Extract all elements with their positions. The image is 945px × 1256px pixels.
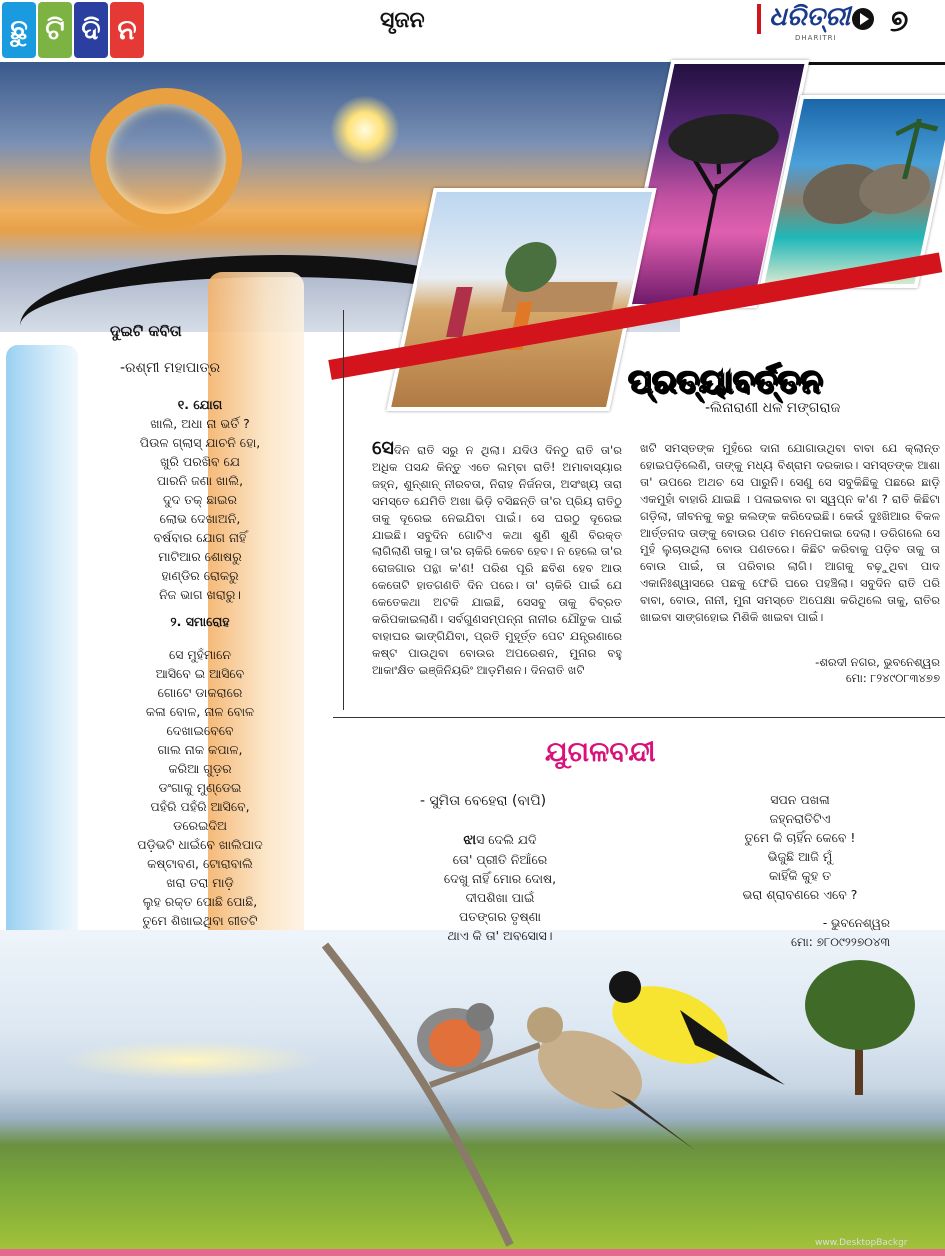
poem-line: ଲୋଭ ଦେଖାଅନି, [159,511,241,526]
poem-line: ଆସିବେ ଇ ଆସିବେ [155,666,245,681]
poems-heading: ଦୁଇଟି କବିତା [110,322,182,340]
poem-line: ଦୁଦ ତକ୍ ଛାଇର [163,492,237,507]
story-sign-phone: ମୋ: ୮୨୪୯୦୮୩୪୭୭ [845,671,940,685]
verse-line: ଜହ୍ନରାତିଟିଏ [769,811,831,826]
play-icon[interactable] [852,8,874,30]
poem-line: ଖାଲି, ଅଧା ନା ଭର୍ତି ? [150,416,250,431]
poem-line: ଲୁହ ରକ୍ତ ପୋଛି ପୋଛି, [142,894,258,909]
logo-subtitle: DHARITRI [795,34,837,42]
poem-line: ତୁମେ ଶିଖାଇଥିବା ଗୀତଟି [142,913,258,928]
poem-line: କଳା ବୋଳ, ନାଳ ବୋଳ [145,704,255,719]
poem-line: ପଡ଼ିଭଟି ଧାଇଁବେ ଖାଲିପାଦ [137,837,263,852]
verse-line: ଭରା ଶ୍ରାବଣରେ ଏବେ ? [742,887,858,902]
poem-line: ଖୁରି ପରଖିବ ଯେ [160,454,240,469]
section-divider [333,717,945,718]
story-title: ପ୍ରତ୍ୟାବର୍ତ୍ତନ [628,362,823,400]
logo-text: ଧରିତ୍ରୀ [769,2,851,32]
golden-ring-graphic [90,88,242,230]
verse-line: ଦେଖୁ ନାହିଁ ମୋର ଦୋଷ, [443,871,557,886]
poem-line: ଗାଲ ନାକ କପାଳ, [157,742,243,757]
poem-line: କଷ୍ଟାବଣ, ଟୋରାବାଲି [147,856,253,871]
poems-author: -ରଶ୍ମୀ ମହାପାତ୍ର [120,360,221,376]
yugalbandi-verse-right [700,790,900,904]
horizon-glow [60,1040,320,1080]
series-tile-1: ଛୁ [2,2,36,58]
yugalbandi-sign-phone: ମୋ: ୭୮୦୯୨୨୭୦୪୩ [791,935,890,949]
robin-bird-image [410,995,500,1075]
series-tile-3: ଦି [74,2,108,58]
verse-line: ଦୀପଶିଖା ପାଇଁ [465,890,535,905]
story-sign-place: -ଶରଦୀ ନଗର, ଭୁବନେଶ୍ୱର [815,655,940,669]
series-tile-4: ନ [110,2,144,58]
poem-line: ଖରା ତରା ମାଡ଼ି [166,875,234,890]
desert-village-photo [386,188,656,411]
poem-line: ପହଁରି ପହଁରି ଆସିବେ, [150,799,250,814]
verse-line: ଥାଏ କି ତା' ଅବସୋସ। [447,928,553,943]
series-tile-2: ଟି [38,2,72,58]
poem-line: ଡରେଇଦିଅ [173,818,227,833]
story-text-2: ଖଟି ସମସ୍ତଙ୍କ ମୁହଁରେ ଦାନା ଯୋଗାଉଥିବା ବାବା ଯେ କ୍ଲାନ୍ତ ହୋଇପଡ଼ିଲେଣି, ତାଙ୍କୁ ମଧ୍ୟ ବିଶ୍ରାମ ଦରକାର। ସମସ୍ତଙ୍କ ଆଶା ତା' ଉପରେ ଅଥଚ ସେ ପାରୁନି। ସେଣୁ ସେ ସବୁକିଛିକୁ ପଛରେ ଛାଡ଼ି ଏକମୁହାଁ ବାହାରି ଯାଇଛି । ପଳାଇବାର ବା ସ୍ୱପ୍ନ କ'ଣ ? ରାତି କିଛିଟା ଗଡ଼ିଲା, ଜୀବନକୁ କରୁ କଲଙ୍କ କରିଦେଇଛି। କେଉଁ ଦୁଃଖିଆର ବିକଳ ଆର୍ତ୍ତନାଦ ତାଙ୍କୁ ବୋଉର ପଣତ ମନେପକାଇ ଦେଲା। ଡରିଗଲେ ସେ ମୁହଁ ଲୁଚାଉଥିଲା ବୋଉ ପଣତରେ। କିଛିଟ କରିବାକୁ ପଡ଼ିବ ତାକୁ ତା ବୋଉ ପାଇଁ, ତା ପରିବାର ଲାଗି। ଆଗକୁ ବଢ଼ୁଥିବା ପାଦ ଏକାନିଃଶ୍ୱାସରେ ପଛକୁ ଫେରି ଘରେ ପହଞ୍ଚିଲା। ସବୁଦିନ ରାତି ପରି ବାବା, ବୋଉ, ନାନୀ, ମୁନା ସମସ୍ତେ ଅପେକ୍ଷା କରିଥିଲେ ତାକୁ, ରାତିର ଖାଇବା ସାଙ୍ଗହୋଇ ମିଶିକି ଖାଇବା ପାଇଁ। [640,441,940,625]
poem-line: ହାଣ୍ଡିର ରୋକରୁ [161,568,239,583]
verse-line: ତୋ' ପ୍ରୀତି ନିଆଁରେ [452,852,548,867]
poem-line: ନିଜ ଭାଗ ଖରାରୁ। [159,587,241,602]
bottom-color-strip [0,1249,945,1256]
story-column-1 [372,437,622,679]
column-divider [343,310,344,710]
yugalbandi-author: - ସୁମିତା ବେହେରା (ବାପି) [420,793,547,809]
story-author: -ଲିନାରାଣୀ ଧଳ ମଙ୍ଗରାଜ [705,400,841,416]
poem-line: ଦେଖାଇବେବେ [166,723,234,738]
verse-line: କାହିଁକି କୁହ ତ [769,868,831,883]
goldfinch-bird-image [600,965,790,1095]
story-signature [640,654,940,686]
poem-line: ଗୋଟେ ଡାକରାରେ [157,685,243,700]
poem-title: ୨. ସମାରୋହ [170,614,230,629]
poem-title: ୧. ଯୋଗ [177,397,223,412]
yugalbandi-sign-place: - ଭୁବନେଶ୍ୱର [822,916,890,930]
logo[interactable] [755,2,865,54]
verse-line: ଭିଜୁଛି ଆଜି ମୁଁ [767,849,833,864]
poem-line: ସେ ମୁହଁମାନେ [168,647,232,662]
poem-yoga [60,395,340,604]
story-column-2 [640,440,940,626]
poem-line: ଡଂଗାକୁ ମୁଣ୍ଡେଇ [158,780,242,795]
verse-line: ସ ଦେଲି ଯଦି [476,832,537,847]
tree-image [800,955,920,1095]
poem-line: କରିଆ ଗୁଡ଼ର [168,761,232,776]
watermark: www.DesktopBackgr [815,1238,908,1248]
poem-line: ବର୍ଷବାର ଯୋଗ ନାହିଁ [153,530,247,545]
story-dropcap: ସେ [372,437,394,459]
poem-line: ପିଉଳ ଗ୍ଲାସ୍ ଯାଚନି ହୋ, [139,435,261,450]
section-title: ସୃଜନ [380,8,425,33]
yugalbandi-dropcap: ଝା [463,832,477,848]
sun-image [330,95,400,165]
verse-line: ତୁମେ କି ଚାହିଁନ କେବେ ! [744,830,856,845]
page-number: ୭ [890,4,909,39]
yugalbandi-verse-left [400,830,600,945]
yugalbandi-signature [690,914,890,952]
poem-line: ମାଟିଆର ଶୋଷରୁ [158,549,242,564]
poem-line: ପାରନି ଜଣା ଖାଲି, [156,473,244,488]
story-text-1: ଦିନ ରାତି ସରୁ ନ ଥିଲା। ଯଦିଓ ଦିନଠୁ ରାତି ତା'ର ଅଧିକ ପସନ୍ଦ କିନ୍ତୁ ଏତେ ଲମ୍ବା ରାତି! ଅମାବାସ୍ୟାର ଜହ୍ନ, ଶୁନ୍‌ଶାନ୍ ନୀରବତା, ନିରାହ ନିର୍ଜନତା, ଅସଂଖ୍ୟ ତାରା ସମସ୍ତେ ଯେମିତି ଅଖା ଭିଡ଼ି ବସିଛନ୍ତି ତା'ର ପ୍ରିୟ ରାତିଠୁ ତାକୁ ଦୂରେଇ ନେଇଯିବା ପାଇଁ। ସେ ଘରଠୁ ଦୂରେଇ ଯାଇଛି। ସବୁଦିନ ଗୋଟିଏ କଥା ଶୁଣି ଶୁଣି ବିରକ୍ତ ଲାଗିଲାଣି ତାକୁ। ତା'ର ଚାକିରି କେବେ ହେବ। ନ ହେଲେ ତା'ର ରୋଜଗାର ପନ୍ଥା କ'ଣ! ପରିଶ ପୂରି ଛବିଶ ହେବ ଆଉ କେତୋଟି ହାତଗଣତି ଦିନ ପରେ। ତା' ଚାକିରି ପାଇଁ ଯେ କେତେକଥା ଅଟକି ଯାଇଛି, ସେସବୁ ତାକୁ ବିବ୍ରତ କରିପକାଇଲାଣି। ସର୍ବଗୁଣସମ୍ପନ୍ନା ନାନୀର ଯୌତୁକ ପାଇଁ ବାହାଘର ଭାଙ୍ଗିଯିବା, ପ୍ରତି ମୁହୂର୍ତ୍ତ ପେଟ ଯନ୍ତ୍ରଣାରେ କଷ୍ଟ ପାଉଥିବା ବୋଉର ଅପରେଶନ, ମୁନାର ବହୁ ଆକାଂକ୍ଷିତ ଇଞ୍ଜିନିୟରିଂ ଆଡ଼ମିଶନ। ଦିନରାତି ଖଟି [372,443,622,677]
yugalbandi-title: ଯୁଗଳବନ୍ଦୀ [545,735,656,768]
verse-line: ପତଙ୍ଗର ତୃଷ୍ଣା [458,909,542,924]
verse-line: ସପନ ପଖଳା [770,792,830,807]
